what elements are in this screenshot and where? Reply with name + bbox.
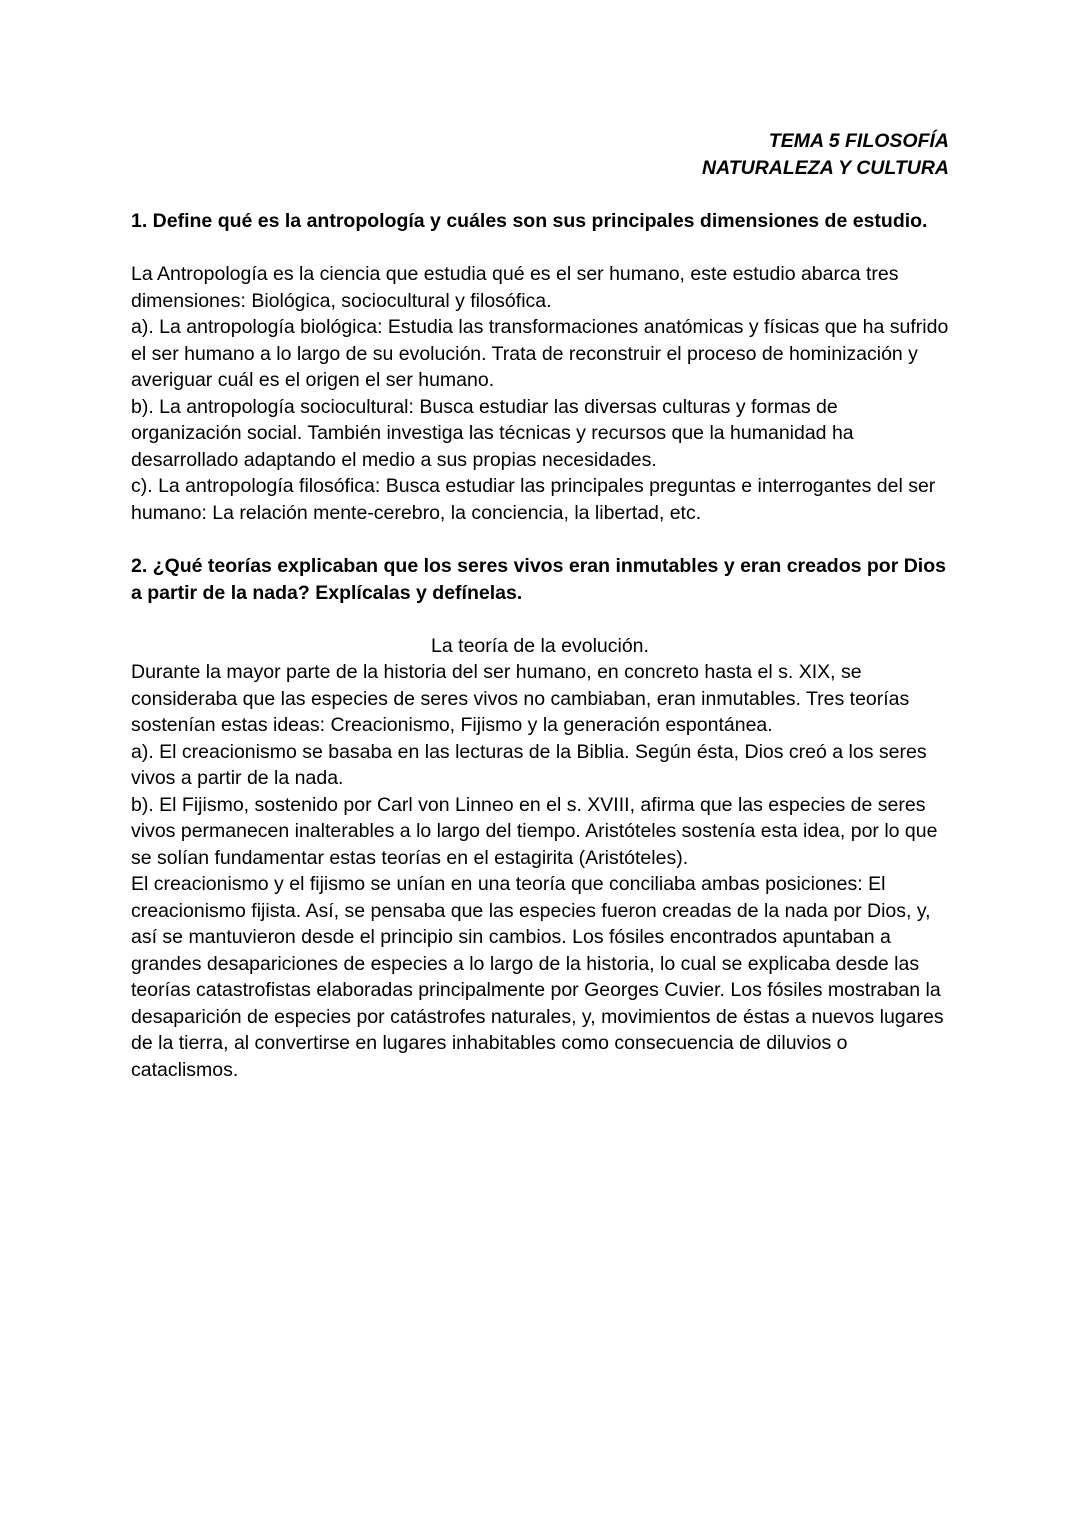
answer-2-paragraph: Durante la mayor parte de la historia del ser humano, en concreto hasta el s. XIX, se consideraba que las especies de seres vivos no cambiaban, eran inmutables. Tres teorías sostenían estas ideas: Creacionismo, Fijismo y la generación espontánea. <box>131 661 910 736</box>
answer-1 <box>131 261 949 526</box>
answer-1-paragraph: a). La antropología biológica: Estudia las transformaciones anatómicas y físicas que ha sufrido el ser humano a lo largo de su evolución. Trata de reconstruir el proceso de hominización y averiguar cuál es el origen el ser humano. <box>131 316 949 391</box>
question-2: 2. ¿Qué teorías explicaban que los seres vivos eran inmutables y eran creados por Dios a partir de la nada? Explícalas y defínelas. <box>131 555 946 604</box>
answer-2-subtitle: La teoría de la evolución. <box>431 634 649 657</box>
answer-2-paragraph: a). El creacionismo se basaba en las lecturas de la Biblia. Según ésta, Dios creó a los seres vivos a partir de la nada. <box>131 740 927 789</box>
answer-2-paragraph: El creacionismo y el fijismo se unían en una teoría que conciliaba ambas posiciones: El creacionismo fijista. Así, se pensaba que las especies fueron creadas de la nada por Dios, y, así se mantuvieron desde el principio sin cambios. Los fósiles encontrados apuntaban a grandes desapariciones de especies a lo largo de la historia, lo cual se explicaba desde las teorías catastrofistas elaboradas principalmente por Georges Cuvier. Los fósiles mostraban la desaparición de especies por catástrofes naturales, y, movimientos de éstas a nuevos lugares de la tierra, al convertirse en lugares inhabitables como consecuencia de diluvios o cataclismos. <box>131 873 944 1081</box>
header-subject: TEMA 5 FILOSOFÍA <box>768 130 949 152</box>
answer-1-paragraph: b). La antropología sociocultural: Busca estudiar las diversas culturas y formas de organización social. También investiga las técnicas y recursos que la humanidad ha desarrollado adaptando el medio a sus propias necesidades. <box>131 395 854 471</box>
answer-2 <box>131 633 949 1084</box>
question-1: 1. Define qué es la antropología y cuáles son sus principales dimensiones de estudio. <box>131 210 928 232</box>
header-topic: NATURALEZA Y CULTURA <box>702 156 949 179</box>
answer-2-paragraph: b). El Fijismo, sostenido por Carl von Linneo en el s. XVIII, afirma que las especies de seres vivos permanecen inalterables a lo largo del tiempo. Aristóteles sostenía esta idea, por lo que se solían fundamentar estas teorías en el estagirita (Aristóteles). <box>131 793 938 869</box>
answer-1-paragraph: c). La antropología filosófica: Busca estudiar las principales preguntas e interrogantes del ser humano: La relación mente-cerebro, la conciencia, la libertad, etc. <box>131 475 936 524</box>
answer-1-paragraph: La Antropología es la ciencia que estudia qué es el ser humano, este estudio abarca tres dimensiones: Biológica, sociocultural y filosófica. <box>131 263 899 312</box>
document-header <box>131 128 949 181</box>
document-page <box>131 128 949 1083</box>
